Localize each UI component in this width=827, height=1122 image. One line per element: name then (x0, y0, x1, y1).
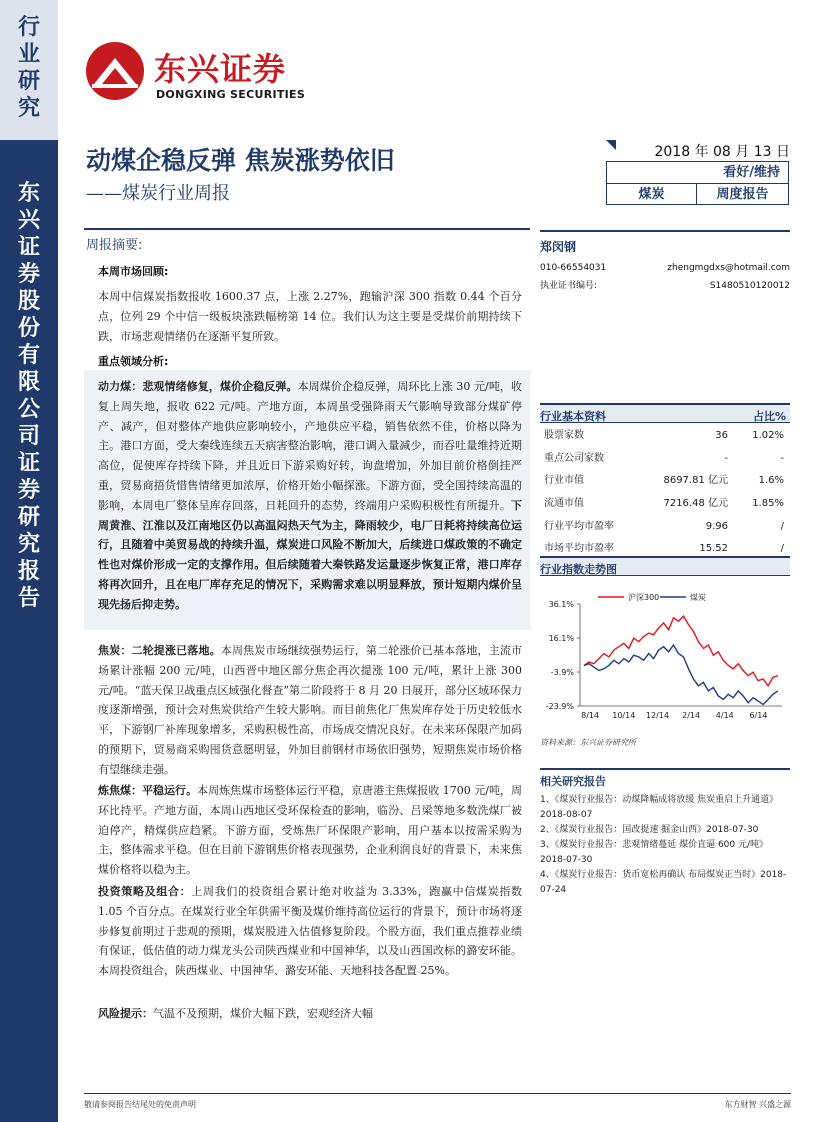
report-type-label: 周度报告 (716, 187, 769, 202)
index-trend-chart-svg (540, 588, 790, 738)
index-chart-heading (540, 556, 790, 576)
chart-y-tick-label: 36.1% (548, 600, 574, 609)
industry-stats-title: 行业基本资料 (540, 410, 606, 423)
stats-row (540, 425, 790, 448)
coke-paragraph (98, 641, 522, 780)
stats-value: 15.52 (699, 543, 728, 555)
stats-value: 9.96 (705, 520, 728, 532)
stats-row (540, 516, 790, 539)
stats-value: 7216.48 亿元 (663, 498, 728, 510)
report-subtitle: ——煤炭行业周报 (86, 183, 230, 204)
coking-coal-text: 本周炼焦煤市场整体运行平稳，京唐港主焦煤报收 1700 元/吨，周环比持平。产地方面，本周山西地区受环保检查的影响，临汾、吕梁等地多数洗煤厂被迫停产，精煤供应趋紧。下游方面，受炼焦厂环保限产影响，用户基本以按需采购为主，整体需求平稳。但在目前下游钢焦价格表现强势，企业利润良好的背景下，未来焦煤价格将以稳为主。 (98, 784, 522, 877)
industry-stats-heading (540, 403, 790, 423)
portfolio-title: 投资策略及组合： (98, 885, 192, 898)
stats-pct: 1.6% (758, 475, 784, 487)
stats-label: 行业平均市盈率 (544, 520, 614, 532)
analyst-contact-row (540, 259, 790, 277)
industry-stats-pct-label: 占比% (752, 410, 786, 423)
chart-x-tick-label: 6/14 (749, 711, 768, 720)
industry-stats-table (540, 425, 790, 561)
analyst-email[interactable]: zhengmgdxs@hotmail.com (667, 263, 790, 273)
chart-series-line (584, 616, 778, 686)
chart-x-tick-label: 10/14 (612, 711, 636, 720)
chart-y-tick-label: 16.1% (548, 634, 574, 643)
related-report-item[interactable]: 2、《煤炭行业报告：国改提速 掘金山西》2018-07-30 (540, 825, 759, 835)
side-top-label: 行 业 研 究 (17, 15, 40, 121)
footer-disclaimer: 敬请参阅报告结尾处的免责声明 (84, 1100, 196, 1109)
stats-label: 重点公司家数 (544, 452, 604, 464)
thermal-coal-paragraph (98, 377, 522, 615)
company-logo (84, 40, 324, 110)
stats-label: 流通市值 (544, 498, 584, 510)
stats-value: 36 (715, 430, 728, 441)
rating-box (606, 161, 789, 205)
related-report-item[interactable]: 1、《煤炭行业报告：动煤降幅成将放缓 焦炭重启上升通道》2018-08-07 (540, 795, 779, 820)
thermal-coal-outlook: 下周黄淮、江淮以及江南地区仍以高温闷热天气为主，降雨较少，电厂日耗将持续高位运行，且随着中美贸易战的持续升温，煤炭进口风险不断加大，后续进口煤政策的不确定性也对煤价形成一定的支撑作用。但后续随着大秦铁路发运量逐步恢复正常，港口库存将再次回升，且在电厂库存充足的情况下，采购需求难以明显释放，预计短期内煤价呈现先扬后抑走势。 (98, 498, 522, 611)
analyst-name: 郑闵钢 (540, 230, 790, 255)
stats-pct: / (780, 520, 784, 532)
logo-chinese-name: 东兴证券 (154, 50, 287, 88)
market-review-text: 本周中信煤炭指数报收 1600.37 点，上涨 2.27%，跑输沪深 300 指数 0.44 个百分点，位列 29 个中信一级板块涨跌幅榜第 14 位。我们认为这主要是受煤价前期持续下跌，市场悲观情绪仍在逐渐平复所致。 (98, 290, 522, 343)
stats-row (540, 470, 790, 493)
stats-pct: 1.85% (752, 498, 784, 510)
logo-english-name: DONGXING SECURITIES (156, 88, 306, 101)
related-reports (540, 768, 790, 898)
stats-label: 股票家数 (544, 430, 584, 441)
industry-label: 煤炭 (607, 184, 697, 205)
chart-x-tick-label: 8/14 (581, 711, 600, 720)
chart-x-tick-label: 4/14 (715, 711, 734, 720)
stats-value: 8697.81 亿元 (663, 475, 728, 487)
thermal-coal-text: 本周煤价企稳反弹，周环比上涨 30 元/吨，收复上周失地，报收 622 元/吨。产地方面，本周虽受强降雨天气影响导致部分煤矿停产、减产，但对整体产地供应影响较小，产地供应平稳，销售依然不佳，价格以降为主。港口方面，受大秦线连续五天病害整治影响，港口调入量减少，而吞吐量维持近期高位，促使库存持续下降，并且近日下游采购好转，询盘增加，外加目前价格倒挂严重，贸易商捂货惜售情绪更加浓厚，价格开始小幅探涨。下游方面，受全国持续高温的影响，本周电厂整体呈库存回落，日耗回升的态势，终端用户采购积极性有所提升。 (98, 380, 522, 512)
coking-coal-title: 炼焦煤：平稳运行。 (98, 784, 198, 797)
risk-paragraph (98, 1004, 522, 1024)
rating-label: 看好/维持 (723, 165, 780, 180)
side-band-main (0, 140, 58, 1122)
coke-text: 本周焦炭市场继续强势运行，第二轮涨价已基本落地，主流市场累计涨幅 200 元/吨，山西晋中地区部分焦企再次提涨 100 元/吨，累计上涨 300 元/吨。“蓝天保卫战重点区域强化督查”第二阶段将于 8 月 20 日展开，部分区域环保力度逐渐增强，预计会对焦炭供给产生较大影响。而目前焦化厂焦炭库存处于历史较低水平，下游钢厂补库现象增多，采购积极性高，市场成交情况良好。在未来环保限产加码的预期下，贸易商采购囤货意愿明显，外加目前钢材市场依旧强势，短期焦炭市场价格有望继续走强。 (98, 644, 523, 776)
side-main-label: 东 兴 证 券 股 份 有 限 公 司 证 券 研 究 报 告 (17, 181, 40, 611)
coke-title: 焦炭：二轮提涨已落地。 (98, 644, 221, 657)
chart-y-tick-label: -23.9% (545, 702, 574, 711)
analyst-cert-label: 执业证书编号: (540, 281, 598, 291)
chart-y-tick-label: -3.9% (550, 668, 574, 677)
chart-legend-label: 沪深300 (628, 593, 660, 602)
stats-pct: 1.02% (752, 430, 784, 441)
portfolio-paragraph (98, 882, 522, 981)
rating-row (607, 183, 788, 204)
stats-value: - (724, 452, 728, 464)
stats-label: 行业市值 (544, 475, 584, 487)
risk-text: 气温不及预期，煤价大幅下跌，宏观经济大幅 (153, 1007, 373, 1020)
stats-pct: / (780, 543, 784, 555)
logo-mark-icon (84, 40, 146, 102)
report-date: 2018 年 08 月 13 日 (654, 144, 790, 160)
analyst-phone: 010-66554031 (540, 263, 607, 273)
stats-pct: - (780, 452, 784, 464)
portfolio-text: 上周我们的投资组合累计绝对收益为 3.33%，跑赢中信煤炭指数 1.05 个百分点。在煤炭行业全年供需平衡及煤价维持高位运行的背景下，预计市场将逐步修复前期过于悲观的预期，煤炭股进入估值修复阶段。个股方面，我们重点推荐业绩有保证，低估值的动力煤龙头公司陕西煤业和中国神华，以及山西国改标的潞安环能。本周投资组合，陕西煤业、中国神华、潞安环能、天地科技各配置 25%。 (98, 885, 522, 978)
stats-row (540, 493, 790, 516)
chart-legend-label: 煤炭 (690, 593, 706, 602)
thermal-coal-title: 动力煤：悲观情绪修复，煤价企稳反弹。 (98, 380, 298, 393)
coking-coal-paragraph (98, 781, 522, 880)
index-trend-chart (540, 588, 790, 748)
report-title: 动煤企稳反弹 焦炭涨势依旧 (86, 146, 395, 175)
related-report-item[interactable]: 3、《煤炭行业报告：悲观情绪蔓延 煤价直逼 600 元/吨》2018-07-30 (540, 840, 769, 865)
footer-slogan: 东方财智 兴盛之源 (724, 1100, 791, 1109)
stats-label: 市场平均市盈率 (544, 543, 614, 555)
analyst-block (540, 230, 790, 295)
related-reports-list (540, 793, 790, 898)
chart-x-tick-label: 12/14 (645, 711, 669, 720)
side-band-top (0, 0, 58, 140)
stats-row (540, 448, 790, 471)
page-footer (84, 1093, 791, 1113)
risk-title: 风险提示： (98, 1007, 153, 1020)
chart-source: 资料来源：东兴证券研究所 (540, 738, 636, 747)
focus-title: 重点领域分析: (98, 355, 169, 368)
related-report-item[interactable]: 4、《煤炭行业报告：货币宽松再确认 布局煤炭正当时》2018-07-24 (540, 870, 787, 895)
summary-heading-text: 周报摘要: (86, 238, 143, 253)
related-reports-title: 相关研究报告 (540, 768, 790, 789)
summary-heading (84, 228, 530, 253)
chart-x-tick-label: 2/14 (682, 711, 701, 720)
index-chart-title: 行业指数走势图 (540, 563, 617, 576)
analyst-cert-number: S1480510120012 (709, 281, 790, 291)
market-review-title: 本周市场回顾: (98, 265, 169, 278)
analyst-cert-row (540, 277, 790, 295)
